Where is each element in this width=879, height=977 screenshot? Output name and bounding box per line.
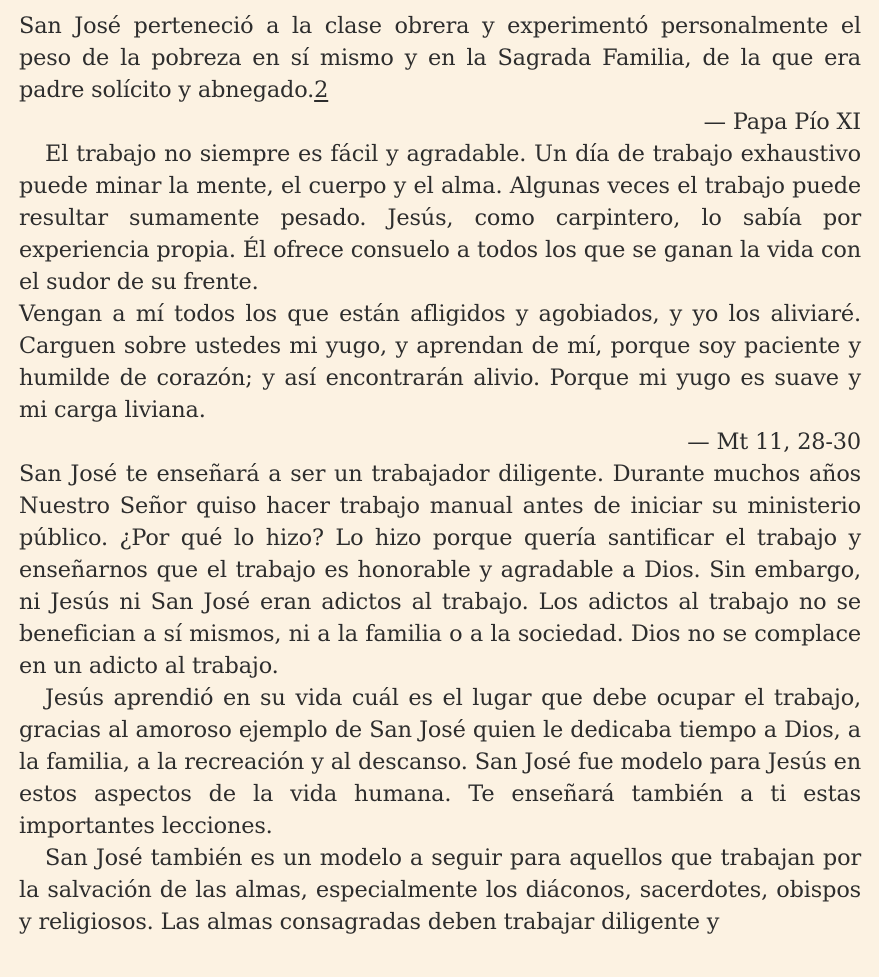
footnote-link[interactable]: 2 [314, 77, 329, 103]
paragraph-pius-quote [19, 10, 861, 106]
attribution-matthew: — Mt 11, 28-30 [687, 429, 861, 455]
paragraph-diligent-worker: San José te enseñará a ser un trabajador diligente. Durante muchos años Nuestro Señor quiso hacer trabajo manual antes de iniciar su ministerio público. ¿Por qué lo hizo? Lo hizo porque quería santificar el trabajo y enseñarnos que el trabajo es honorable y agradable a Dios. Sin embargo, ni Jesús ni San José eran adictos al trabajo. Los adictos al trabajo no se benefician a sí mismos, ni a la familia o a la sociedad. Dios no se complace en un adicto al trabajo. [19, 461, 861, 679]
paragraph-scripture-quote: Vengan a mí todos los que están afligidos y agobiados, y yo los aliviaré. Carguen sobre ustedes mi yugo, y aprendan de mí, porque soy paciente y humilde de corazón; y así encontrarán alivio. Porque mi yugo es suave y mi carga liviana. [19, 301, 861, 423]
attribution-pius: — Papa Pío XI [703, 109, 861, 135]
paragraph-place-of-work: Jesús aprendió en su vida cuál es el lugar que debe ocupar el trabajo, gracias al amoroso ejemplo de San José quien le dedicaba tiempo a Dios, a la familia, a la recreación y al descanso. San José fue modelo para Jesús en estos aspectos de la vida humana. Te enseñará también a ti estas importantes lecciones. [19, 685, 861, 839]
paragraph-work-difficult: El trabajo no siempre es fácil y agradable. Un día de trabajo exhaustivo puede minar la mente, el cuerpo y el alma. Algunas veces el trabajo puede resultar sumamente pesado. Jesús, como carpintero, lo sabía por experiencia propia. Él ofrece consuelo a todos los que se ganan la vida con el sudor de su frente. [19, 141, 861, 295]
paragraph-text: San José perteneció a la clase obrera y experimentó personalmente el peso de la pobreza en sí mismo y en la Sagrada Familia, de la que era padre solícito y abnegado. [19, 13, 861, 103]
paragraph-model-for-souls: San José también es un modelo a seguir para aquellos que trabajan por la salvación de las almas, especialmente los diáconos, sacerdotes, obispos y religiosos. Las almas consagradas deben trabajar diligente y [19, 845, 861, 935]
